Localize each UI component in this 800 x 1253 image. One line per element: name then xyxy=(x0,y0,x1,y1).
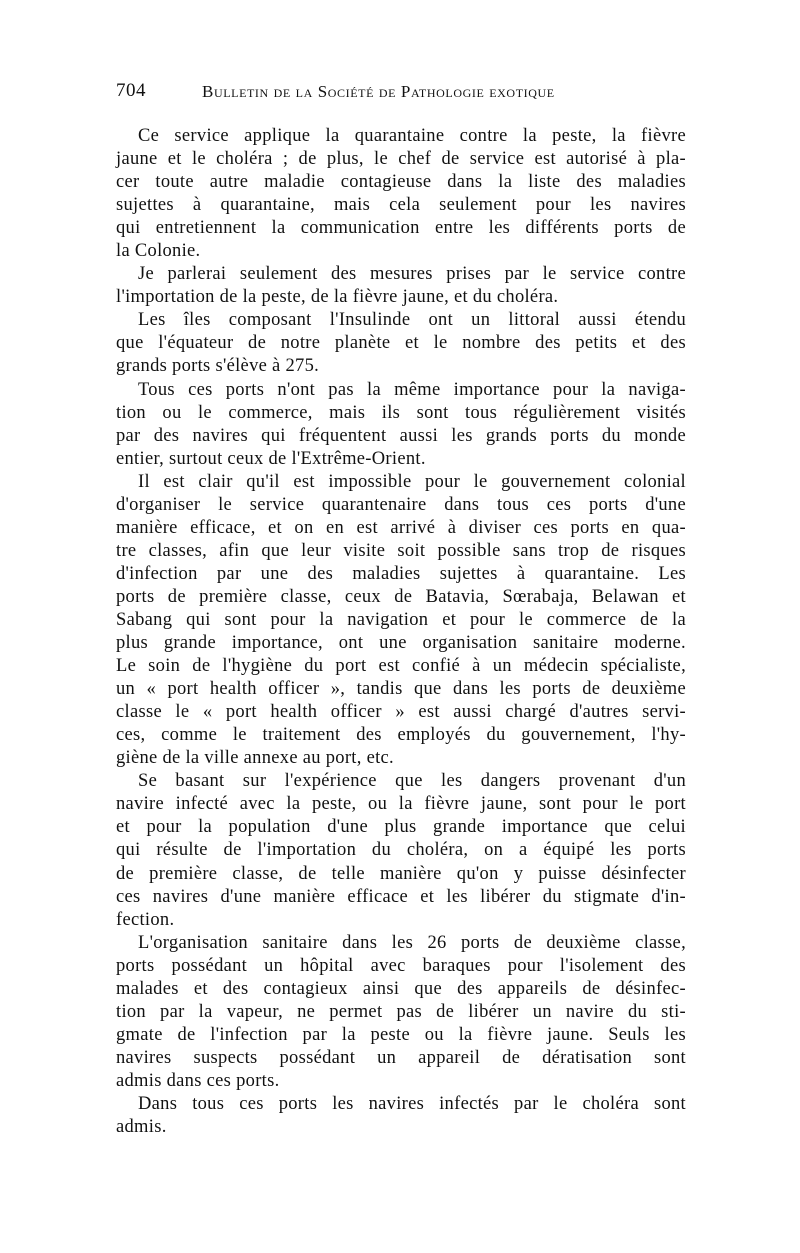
text-line: giène de la ville annexe au port, etc. xyxy=(116,748,394,769)
text-line: Ce service applique la quarantaine contre la peste, la fièvre xyxy=(138,126,686,146)
text-line: Tous ces ports n'ont pas la même importance pour la naviga- xyxy=(138,379,686,400)
text-line: l'importation de la peste, de la fièvre jaune, et du choléra. xyxy=(116,287,559,308)
text-line: qui entretiennent la communication entre les différents ports de xyxy=(116,218,686,239)
text-line: ces, comme le traitement des employés du gouvernement, l'hy- xyxy=(116,725,686,746)
text-line: gmate de l'infection par la peste ou la fièvre jaune. Seuls les xyxy=(116,1024,686,1045)
text-line: d'infection par une des maladies sujettes à quarantaine. Les xyxy=(116,563,686,584)
text-line: Les îles composant l'Insulinde ont un littoral aussi étendu xyxy=(138,310,686,331)
text-line: par des navires qui fréquentent aussi les grands ports du monde xyxy=(116,425,686,446)
journal-title: Bulletin de la Société de Pathologie exotique xyxy=(202,82,555,101)
text-line: un « port health officer », tandis que dans les ports de deuxième xyxy=(116,679,686,700)
text-line: admis. xyxy=(116,1117,167,1138)
text-line: qui résulte de l'importation du choléra, on a équipé les ports xyxy=(116,840,686,861)
text-line: la Colonie. xyxy=(116,241,201,262)
text-line: plus grande importance, ont une organisation sanitaire moderne. xyxy=(116,633,686,654)
text-line: ports de première classe, ceux de Batavia, Sœrabaja, Belawan et xyxy=(116,586,686,607)
text-line: entier, surtout ceux de l'Extrême-Orient. xyxy=(116,448,426,469)
text-line: Se basant sur l'expérience que les dangers provenant d'un xyxy=(138,771,686,792)
text-line: Je parlerai seulement des mesures prises par le service contre xyxy=(138,264,686,285)
text-line: Le soin de l'hygiène du port est confié à un médecin spécialiste, xyxy=(116,656,686,677)
text-line: malades et des contagieux ainsi que des appareils de désinfec- xyxy=(116,978,686,999)
page-number: 704 xyxy=(116,80,146,101)
text-line: L'organisation sanitaire dans les 26 ports de deuxième classe, xyxy=(138,932,686,953)
text-line: d'organiser le service quarantenaire dans tous ces ports d'une xyxy=(116,494,686,515)
text-line: tion ou le commerce, mais ils sont tous régulièrement visités xyxy=(116,402,686,423)
text-line: Il est clair qu'il est impossible pour le gouvernement colonial xyxy=(138,471,686,492)
text-line: et pour la population d'une plus grande importance que celui xyxy=(116,817,686,838)
text-line: de première classe, de telle manière qu'on y puisse désinfecter xyxy=(116,863,686,884)
text-line: que l'équateur de notre planète et le nombre des petits et des xyxy=(116,333,686,354)
text-line: admis dans ces ports. xyxy=(116,1070,280,1091)
text-line: cer toute autre maladie contagieuse dans la liste des maladies xyxy=(116,172,686,193)
text-line: grands ports s'élève à 275. xyxy=(116,356,320,377)
text-line: Dans tous ces ports les navires infectés par le choléra sont xyxy=(138,1093,686,1114)
text-line: manière efficace, et on en est arrivé à diviser ces ports en qua- xyxy=(116,517,686,538)
text-line: Sabang qui sont pour la navigation et pour le commerce de la xyxy=(116,609,686,630)
text-line: tion par la vapeur, ne permet pas de libérer un navire du sti- xyxy=(116,1001,686,1022)
text-line: navire infecté avec la peste, ou la fièvre jaune, sont pour le port xyxy=(116,794,686,815)
text-line: ports possédant un hôpital avec baraques pour l'isolement des xyxy=(116,955,686,976)
text-line: fection. xyxy=(116,909,175,930)
text-line: jaune et le choléra ; de plus, le chef de service est autorisé à pla- xyxy=(116,149,686,170)
text-line: navires suspects possédant un appareil de dératisation sont xyxy=(116,1047,686,1068)
text-line: tre classes, afin que leur visite soit possible sans trop de risques xyxy=(116,540,686,561)
text-line: ces navires d'une manière efficace et les libérer du stigmate d'in- xyxy=(116,886,686,907)
text-line: classe le « port health officer » est aussi chargé d'autres servi- xyxy=(116,702,686,723)
body-text xyxy=(116,125,686,1139)
text-line: sujettes à quarantaine, mais cela seulement pour les navires xyxy=(116,195,686,216)
running-head xyxy=(116,80,686,104)
